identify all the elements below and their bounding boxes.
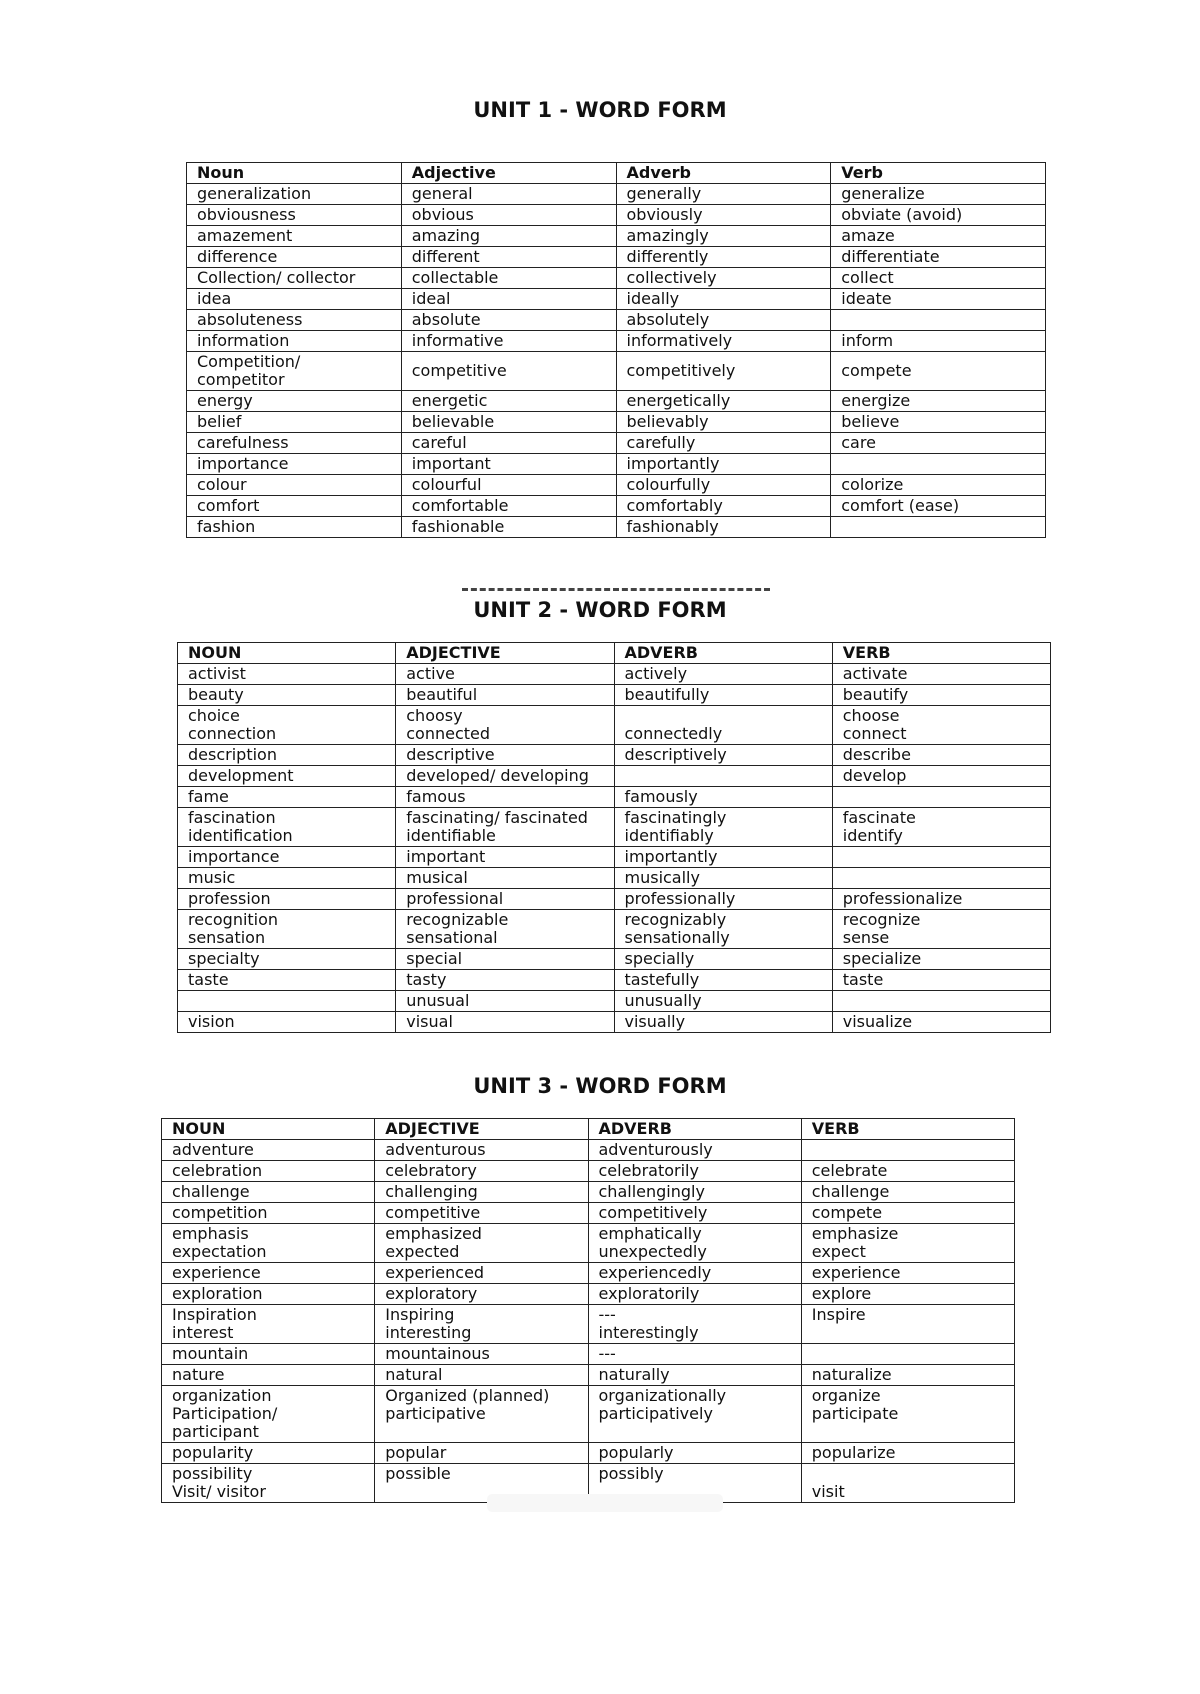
table-cell: fashionably bbox=[616, 517, 831, 538]
table-cell: generalization bbox=[187, 184, 402, 205]
column-header: VERB bbox=[832, 643, 1050, 664]
table-cell: adventurous bbox=[375, 1140, 588, 1161]
table-row bbox=[178, 889, 1051, 910]
table-cell: recognizable sensational bbox=[396, 910, 614, 949]
table-cell: popularize bbox=[801, 1443, 1014, 1464]
table-cell: general bbox=[401, 184, 616, 205]
header-row bbox=[187, 163, 1046, 184]
table-cell: emphasize expect bbox=[801, 1224, 1014, 1263]
table-cell: challenging bbox=[375, 1182, 588, 1203]
table-cell: professionally bbox=[614, 889, 832, 910]
table-cell: unusual bbox=[396, 991, 614, 1012]
table-cell: information bbox=[187, 331, 402, 352]
table-row bbox=[178, 787, 1051, 808]
table-row bbox=[187, 391, 1046, 412]
table-cell: connectedly bbox=[614, 706, 832, 745]
table-cell: descriptively bbox=[614, 745, 832, 766]
table-cell: challenge bbox=[801, 1182, 1014, 1203]
table-row bbox=[178, 991, 1051, 1012]
table-cell: specially bbox=[614, 949, 832, 970]
table-row bbox=[178, 664, 1051, 685]
table-cell: popularly bbox=[588, 1443, 801, 1464]
table-cell: develop bbox=[832, 766, 1050, 787]
table-cell: difference bbox=[187, 247, 402, 268]
table-cell: competitively bbox=[588, 1203, 801, 1224]
table-cell: beautifully bbox=[614, 685, 832, 706]
column-header: Adjective bbox=[401, 163, 616, 184]
table-cell: comfort bbox=[187, 496, 402, 517]
table-cell: famously bbox=[614, 787, 832, 808]
table-cell: --- interestingly bbox=[588, 1305, 801, 1344]
table-cell: fashionable bbox=[401, 517, 616, 538]
table-cell: celebratory bbox=[375, 1161, 588, 1182]
table-cell: ideal bbox=[401, 289, 616, 310]
table-cell: Inspiration interest bbox=[162, 1305, 375, 1344]
table-cell: fascination identification bbox=[178, 808, 396, 847]
table-cell bbox=[801, 1140, 1014, 1161]
table-cell: developed/ developing bbox=[396, 766, 614, 787]
column-header: Verb bbox=[831, 163, 1046, 184]
header-row bbox=[178, 643, 1051, 664]
table-cell: comfortable bbox=[401, 496, 616, 517]
table-cell: organization Participation/ participant bbox=[162, 1386, 375, 1443]
table-cell: collectively bbox=[616, 268, 831, 289]
table-cell: active bbox=[396, 664, 614, 685]
table-cell: vision bbox=[178, 1012, 396, 1033]
table-cell: compete bbox=[801, 1203, 1014, 1224]
table-cell: popularity bbox=[162, 1443, 375, 1464]
column-header: ADJECTIVE bbox=[396, 643, 614, 664]
table-row bbox=[187, 496, 1046, 517]
table-row bbox=[187, 412, 1046, 433]
column-header: ADJECTIVE bbox=[375, 1119, 588, 1140]
column-header: Adverb bbox=[616, 163, 831, 184]
table-cell: energetically bbox=[616, 391, 831, 412]
table-cell bbox=[831, 454, 1046, 475]
table-row bbox=[162, 1284, 1015, 1305]
table-row bbox=[162, 1224, 1015, 1263]
table-row bbox=[162, 1443, 1015, 1464]
table-cell: fascinate identify bbox=[832, 808, 1050, 847]
table-cell: beauty bbox=[178, 685, 396, 706]
table-cell: amaze bbox=[831, 226, 1046, 247]
table-cell: possible bbox=[375, 1464, 588, 1503]
table-cell: collectable bbox=[401, 268, 616, 289]
table-cell: amazingly bbox=[616, 226, 831, 247]
faint-dashed-line bbox=[462, 588, 770, 595]
table-row bbox=[187, 310, 1046, 331]
table-cell: beautiful bbox=[396, 685, 614, 706]
table-cell: unusually bbox=[614, 991, 832, 1012]
table-row bbox=[187, 247, 1046, 268]
table-cell: absolutely bbox=[616, 310, 831, 331]
unit-2-title: UNIT 2 - WORD FORM bbox=[473, 598, 727, 622]
table-cell: idea bbox=[187, 289, 402, 310]
table-cell: ideate bbox=[831, 289, 1046, 310]
table-cell bbox=[801, 1344, 1014, 1365]
table-cell: collect bbox=[831, 268, 1046, 289]
column-header: VERB bbox=[801, 1119, 1014, 1140]
table-row bbox=[187, 475, 1046, 496]
table-cell: belief bbox=[187, 412, 402, 433]
table-row bbox=[162, 1263, 1015, 1284]
table-cell: exploratorily bbox=[588, 1284, 801, 1305]
scan-smudge bbox=[487, 1494, 723, 1512]
column-header: ADVERB bbox=[588, 1119, 801, 1140]
table-cell: generalize bbox=[831, 184, 1046, 205]
table-cell: colorize bbox=[831, 475, 1046, 496]
table-cell: competitive bbox=[375, 1203, 588, 1224]
table-cell: description bbox=[178, 745, 396, 766]
table-cell bbox=[831, 517, 1046, 538]
table-cell: energetic bbox=[401, 391, 616, 412]
table-cell: visual bbox=[396, 1012, 614, 1033]
table-cell: amazing bbox=[401, 226, 616, 247]
table-cell: comfort (ease) bbox=[831, 496, 1046, 517]
table-cell: descriptive bbox=[396, 745, 614, 766]
table-row bbox=[187, 433, 1046, 454]
table-row bbox=[162, 1161, 1015, 1182]
table-row bbox=[187, 226, 1046, 247]
table-cell: careful bbox=[401, 433, 616, 454]
table-cell: choosy connected bbox=[396, 706, 614, 745]
table-row bbox=[178, 808, 1051, 847]
column-header: NOUN bbox=[178, 643, 396, 664]
table-row bbox=[178, 949, 1051, 970]
table-cell: popular bbox=[375, 1443, 588, 1464]
table-cell bbox=[832, 847, 1050, 868]
table-row bbox=[162, 1140, 1015, 1161]
table-row bbox=[162, 1386, 1015, 1443]
table-cell: actively bbox=[614, 664, 832, 685]
table-cell: adventure bbox=[162, 1140, 375, 1161]
table-cell: activist bbox=[178, 664, 396, 685]
table-cell bbox=[832, 991, 1050, 1012]
table-cell: recognizably sensationally bbox=[614, 910, 832, 949]
table-cell: carefulness bbox=[187, 433, 402, 454]
table-row bbox=[187, 289, 1046, 310]
table-cell: visually bbox=[614, 1012, 832, 1033]
table-cell: competitive bbox=[401, 352, 616, 391]
table-cell: believe bbox=[831, 412, 1046, 433]
table-cell: challengingly bbox=[588, 1182, 801, 1203]
table-cell: natural bbox=[375, 1365, 588, 1386]
table-cell: visit bbox=[801, 1464, 1014, 1503]
table-cell: emphasized expected bbox=[375, 1224, 588, 1263]
table-cell: experienced bbox=[375, 1263, 588, 1284]
table-row bbox=[187, 205, 1046, 226]
table-cell: special bbox=[396, 949, 614, 970]
unit-3-title: UNIT 3 - WORD FORM bbox=[473, 1074, 727, 1098]
table-row bbox=[178, 847, 1051, 868]
table-cell: emphatically unexpectedly bbox=[588, 1224, 801, 1263]
table-cell: generally bbox=[616, 184, 831, 205]
table-cell: exploration bbox=[162, 1284, 375, 1305]
table-cell: emphasis expectation bbox=[162, 1224, 375, 1263]
table-cell: comfortably bbox=[616, 496, 831, 517]
table-row bbox=[187, 352, 1046, 391]
table-row bbox=[178, 706, 1051, 745]
table-cell bbox=[178, 991, 396, 1012]
table-cell: tastefully bbox=[614, 970, 832, 991]
table-cell: Organized (planned) participative bbox=[375, 1386, 588, 1443]
table-cell: celebrate bbox=[801, 1161, 1014, 1182]
table-cell: fame bbox=[178, 787, 396, 808]
table-row bbox=[187, 517, 1046, 538]
table-cell: inform bbox=[831, 331, 1046, 352]
table-cell: importance bbox=[187, 454, 402, 475]
table-cell: taste bbox=[178, 970, 396, 991]
table-cell: musically bbox=[614, 868, 832, 889]
table-cell: visualize bbox=[832, 1012, 1050, 1033]
table-cell: professional bbox=[396, 889, 614, 910]
table-cell: differently bbox=[616, 247, 831, 268]
table-cell: experience bbox=[801, 1263, 1014, 1284]
table-row bbox=[187, 268, 1046, 289]
table-cell: Competition/ competitor bbox=[187, 352, 402, 391]
table-row bbox=[178, 1012, 1051, 1033]
table-cell: ideally bbox=[616, 289, 831, 310]
table-cell: important bbox=[401, 454, 616, 475]
table-cell: possibly bbox=[588, 1464, 801, 1503]
table-cell: professionalize bbox=[832, 889, 1050, 910]
table-cell: competition bbox=[162, 1203, 375, 1224]
table-cell: mountain bbox=[162, 1344, 375, 1365]
table-cell: --- bbox=[588, 1344, 801, 1365]
table-cell: Collection/ collector bbox=[187, 268, 402, 289]
table-row bbox=[178, 970, 1051, 991]
table-cell: tasty bbox=[396, 970, 614, 991]
table-cell: naturally bbox=[588, 1365, 801, 1386]
table-cell: energy bbox=[187, 391, 402, 412]
table-cell bbox=[832, 787, 1050, 808]
table-row bbox=[162, 1305, 1015, 1344]
table-cell: naturalize bbox=[801, 1365, 1014, 1386]
table-cell: absoluteness bbox=[187, 310, 402, 331]
table-cell: competitively bbox=[616, 352, 831, 391]
table-cell: carefully bbox=[616, 433, 831, 454]
table-cell: amazement bbox=[187, 226, 402, 247]
table-cell: obviously bbox=[616, 205, 831, 226]
table-cell: celebration bbox=[162, 1161, 375, 1182]
table-cell: informatively bbox=[616, 331, 831, 352]
table-cell: colour bbox=[187, 475, 402, 496]
table-cell: importantly bbox=[616, 454, 831, 475]
table-cell: important bbox=[396, 847, 614, 868]
table-cell: choice connection bbox=[178, 706, 396, 745]
table-row bbox=[162, 1203, 1015, 1224]
table-row bbox=[178, 910, 1051, 949]
table-cell: organizationally participatively bbox=[588, 1386, 801, 1443]
table-cell: recognize sense bbox=[832, 910, 1050, 949]
table-cell: specialize bbox=[832, 949, 1050, 970]
table-cell: nature bbox=[162, 1365, 375, 1386]
table-cell: energize bbox=[831, 391, 1046, 412]
table-cell: mountainous bbox=[375, 1344, 588, 1365]
table-cell: celebratorily bbox=[588, 1161, 801, 1182]
table-cell: activate bbox=[832, 664, 1050, 685]
table-row bbox=[178, 685, 1051, 706]
table-cell: importantly bbox=[614, 847, 832, 868]
table-cell: experience bbox=[162, 1263, 375, 1284]
table-cell bbox=[614, 766, 832, 787]
table-cell: Inspire bbox=[801, 1305, 1014, 1344]
unit-1-word-form-table bbox=[186, 162, 1046, 538]
table-cell: famous bbox=[396, 787, 614, 808]
table-cell: challenge bbox=[162, 1182, 375, 1203]
table-row bbox=[162, 1182, 1015, 1203]
table-cell: care bbox=[831, 433, 1046, 454]
table-cell: different bbox=[401, 247, 616, 268]
table-cell: fascinating/ fascinated identifiable bbox=[396, 808, 614, 847]
table-cell: beautify bbox=[832, 685, 1050, 706]
table-cell: adventurously bbox=[588, 1140, 801, 1161]
table-cell: specialty bbox=[178, 949, 396, 970]
table-cell: profession bbox=[178, 889, 396, 910]
table-row bbox=[178, 745, 1051, 766]
table-cell: informative bbox=[401, 331, 616, 352]
table-cell: Inspiring interesting bbox=[375, 1305, 588, 1344]
table-cell: obviousness bbox=[187, 205, 402, 226]
table-row bbox=[162, 1344, 1015, 1365]
table-row bbox=[187, 454, 1046, 475]
table-cell: obvious bbox=[401, 205, 616, 226]
table-cell: absolute bbox=[401, 310, 616, 331]
column-header: Noun bbox=[187, 163, 402, 184]
table-cell: organize participate bbox=[801, 1386, 1014, 1443]
table-cell: choose connect bbox=[832, 706, 1050, 745]
table-row bbox=[178, 868, 1051, 889]
table-cell bbox=[832, 868, 1050, 889]
table-row bbox=[187, 184, 1046, 205]
unit-1-title: UNIT 1 - WORD FORM bbox=[473, 98, 727, 122]
table-cell: colourfully bbox=[616, 475, 831, 496]
table-cell: possibility Visit/ visitor bbox=[162, 1464, 375, 1503]
table-cell: believably bbox=[616, 412, 831, 433]
table-cell: differentiate bbox=[831, 247, 1046, 268]
table-cell: experiencedly bbox=[588, 1263, 801, 1284]
column-header: ADVERB bbox=[614, 643, 832, 664]
header-row bbox=[162, 1119, 1015, 1140]
table-cell: importance bbox=[178, 847, 396, 868]
table-cell: compete bbox=[831, 352, 1046, 391]
table-cell: musical bbox=[396, 868, 614, 889]
table-cell: music bbox=[178, 868, 396, 889]
table-row bbox=[162, 1365, 1015, 1386]
table-cell: believable bbox=[401, 412, 616, 433]
unit-3-word-form-table bbox=[161, 1118, 1015, 1503]
unit-2-word-form-table bbox=[177, 642, 1051, 1033]
table-cell: development bbox=[178, 766, 396, 787]
table-cell: recognition sensation bbox=[178, 910, 396, 949]
table-cell: exploratory bbox=[375, 1284, 588, 1305]
table-cell: fascinatingly identifiably bbox=[614, 808, 832, 847]
table-row bbox=[187, 331, 1046, 352]
column-header: NOUN bbox=[162, 1119, 375, 1140]
table-cell bbox=[831, 310, 1046, 331]
table-cell: describe bbox=[832, 745, 1050, 766]
table-cell: fashion bbox=[187, 517, 402, 538]
table-row bbox=[178, 766, 1051, 787]
table-cell: taste bbox=[832, 970, 1050, 991]
table-cell: colourful bbox=[401, 475, 616, 496]
table-cell: obviate (avoid) bbox=[831, 205, 1046, 226]
table-cell: explore bbox=[801, 1284, 1014, 1305]
